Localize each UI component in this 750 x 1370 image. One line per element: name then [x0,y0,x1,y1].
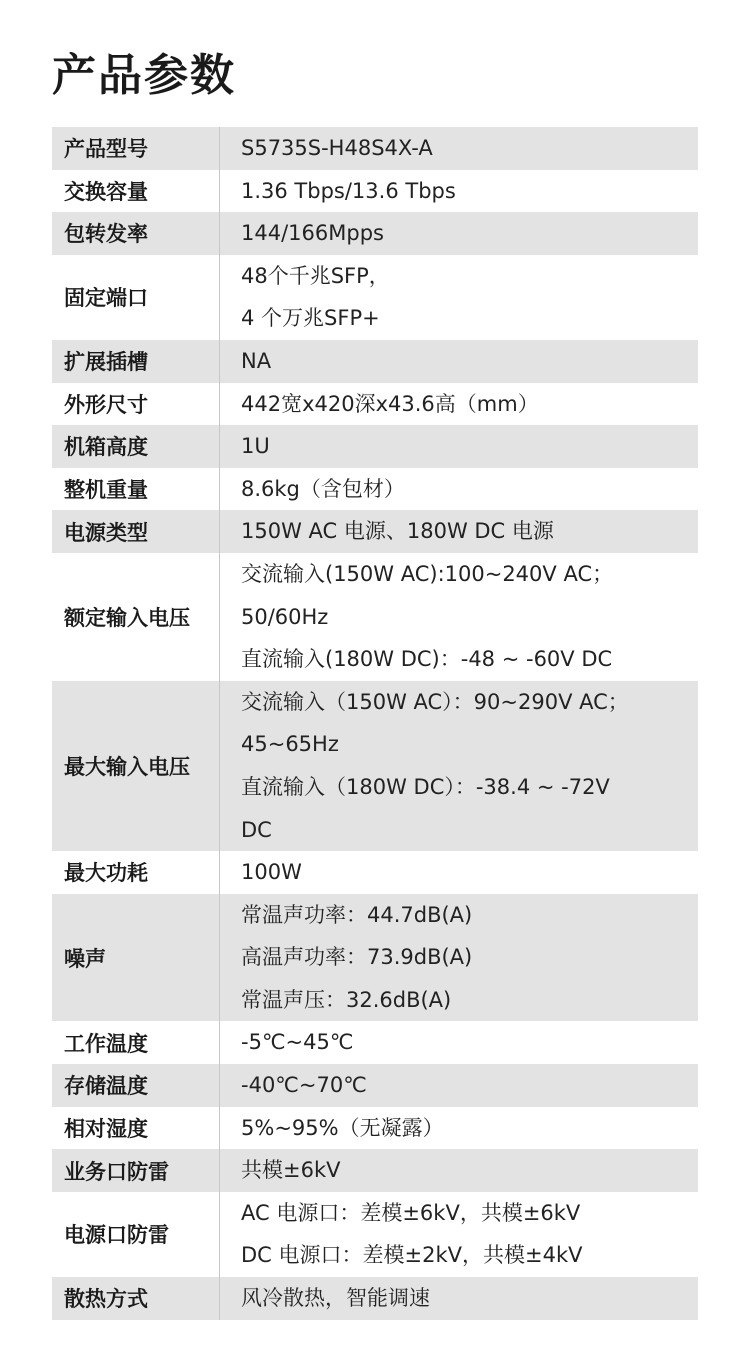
spec-label: 整机重量 [52,468,220,511]
spec-value: AC 电源口：差模±6kV，共模±6kV [241,1200,581,1225]
spec-value: DC [241,817,272,842]
spec-label: 散热方式 [52,1277,220,1320]
spec-label: 扩展插槽 [52,340,220,383]
spec-values [220,255,698,340]
spec-value: 8.6kg（含包材） [241,476,405,501]
spec-values [220,383,698,426]
spec-row [52,340,698,383]
spec-label: 最大输入电压 [52,681,220,851]
spec-values [220,1192,698,1277]
spec-row [52,1021,698,1064]
spec-row [52,1107,698,1150]
spec-label: 固定端口 [52,255,220,340]
spec-values [220,681,698,851]
spec-label: 业务口防雷 [52,1149,220,1192]
spec-row [52,468,698,511]
spec-label: 交换容量 [52,170,220,213]
spec-value: 常温声压：32.6dB(A) [241,987,452,1012]
spec-values [220,340,698,383]
spec-value: 常温声功率：44.7dB(A) [241,902,473,927]
spec-value: 直流输入（180W DC）：-38.4 ~ -72V [241,774,610,799]
spec-value: 4 个万兆SFP+ [241,306,380,331]
page-title: 产品参数 [52,50,236,101]
spec-values [220,1064,698,1107]
spec-value: 5%~95%（无凝露） [241,1115,444,1140]
spec-row [52,851,698,894]
spec-value: 交流输入(150W AC):100~240V AC； [241,561,614,586]
spec-value: 交流输入（150W AC）：90~290V AC； [241,689,629,714]
spec-value: 50/60Hz [241,604,329,629]
spec-row [52,127,698,170]
spec-values [220,851,698,894]
spec-value: 150W AC 电源、180W DC 电源 [241,519,554,544]
spec-value: 100W [241,860,302,885]
spec-row [52,1277,698,1320]
spec-value: 48个千兆SFP， [241,263,390,288]
spec-values [220,127,698,170]
spec-row [52,255,698,340]
spec-values [220,1021,698,1064]
spec-label: 相对湿度 [52,1107,220,1150]
spec-label: 电源口防雷 [52,1192,220,1277]
spec-values [220,468,698,511]
spec-row [52,383,698,426]
spec-value: -40℃~70℃ [241,1073,367,1098]
spec-label: 额定输入电压 [52,553,220,681]
spec-value: 共模±6kV [241,1158,341,1183]
spec-row [52,425,698,468]
spec-row [52,1149,698,1192]
spec-label: 机箱高度 [52,425,220,468]
spec-label: 电源类型 [52,510,220,553]
spec-value: DC 电源口：差模±2kV，共模±4kV [241,1243,583,1268]
spec-value: 45~65Hz [241,732,339,757]
spec-values [220,1149,698,1192]
spec-label: 最大功耗 [52,851,220,894]
spec-value: 1.36 Tbps/13.6 Tbps [241,178,456,203]
spec-row [52,1192,698,1277]
spec-value: 高温声功率：73.9dB(A) [241,945,473,970]
spec-values [220,170,698,213]
spec-row [52,1064,698,1107]
spec-values [220,1277,698,1320]
spec-row [52,170,698,213]
spec-value: 144/166Mpps [241,221,384,246]
spec-values [220,553,698,681]
spec-row [52,894,698,1022]
spec-values [220,510,698,553]
spec-values [220,212,698,255]
spec-row [52,510,698,553]
spec-value: 直流输入(180W DC)：-48 ~ -60V DC [241,647,613,672]
spec-values [220,894,698,1022]
spec-label: 包转发率 [52,212,220,255]
spec-label: 外形尺寸 [52,383,220,426]
spec-values [220,425,698,468]
spec-values [220,1107,698,1150]
spec-label: 存储温度 [52,1064,220,1107]
spec-row [52,553,698,681]
spec-label: 产品型号 [52,127,220,170]
spec-table [52,127,698,1320]
spec-value: S5735S-H48S4X-A [241,136,433,160]
spec-row [52,681,698,851]
spec-value: 442宽x420深x43.6高（mm） [241,391,539,416]
spec-value: NA [241,348,272,373]
spec-label: 噪声 [52,894,220,1022]
spec-value: -5℃~45℃ [241,1030,354,1055]
spec-value: 风冷散热，智能调速 [241,1286,430,1311]
spec-row [52,212,698,255]
spec-label: 工作温度 [52,1021,220,1064]
spec-value: 1U [241,434,270,459]
